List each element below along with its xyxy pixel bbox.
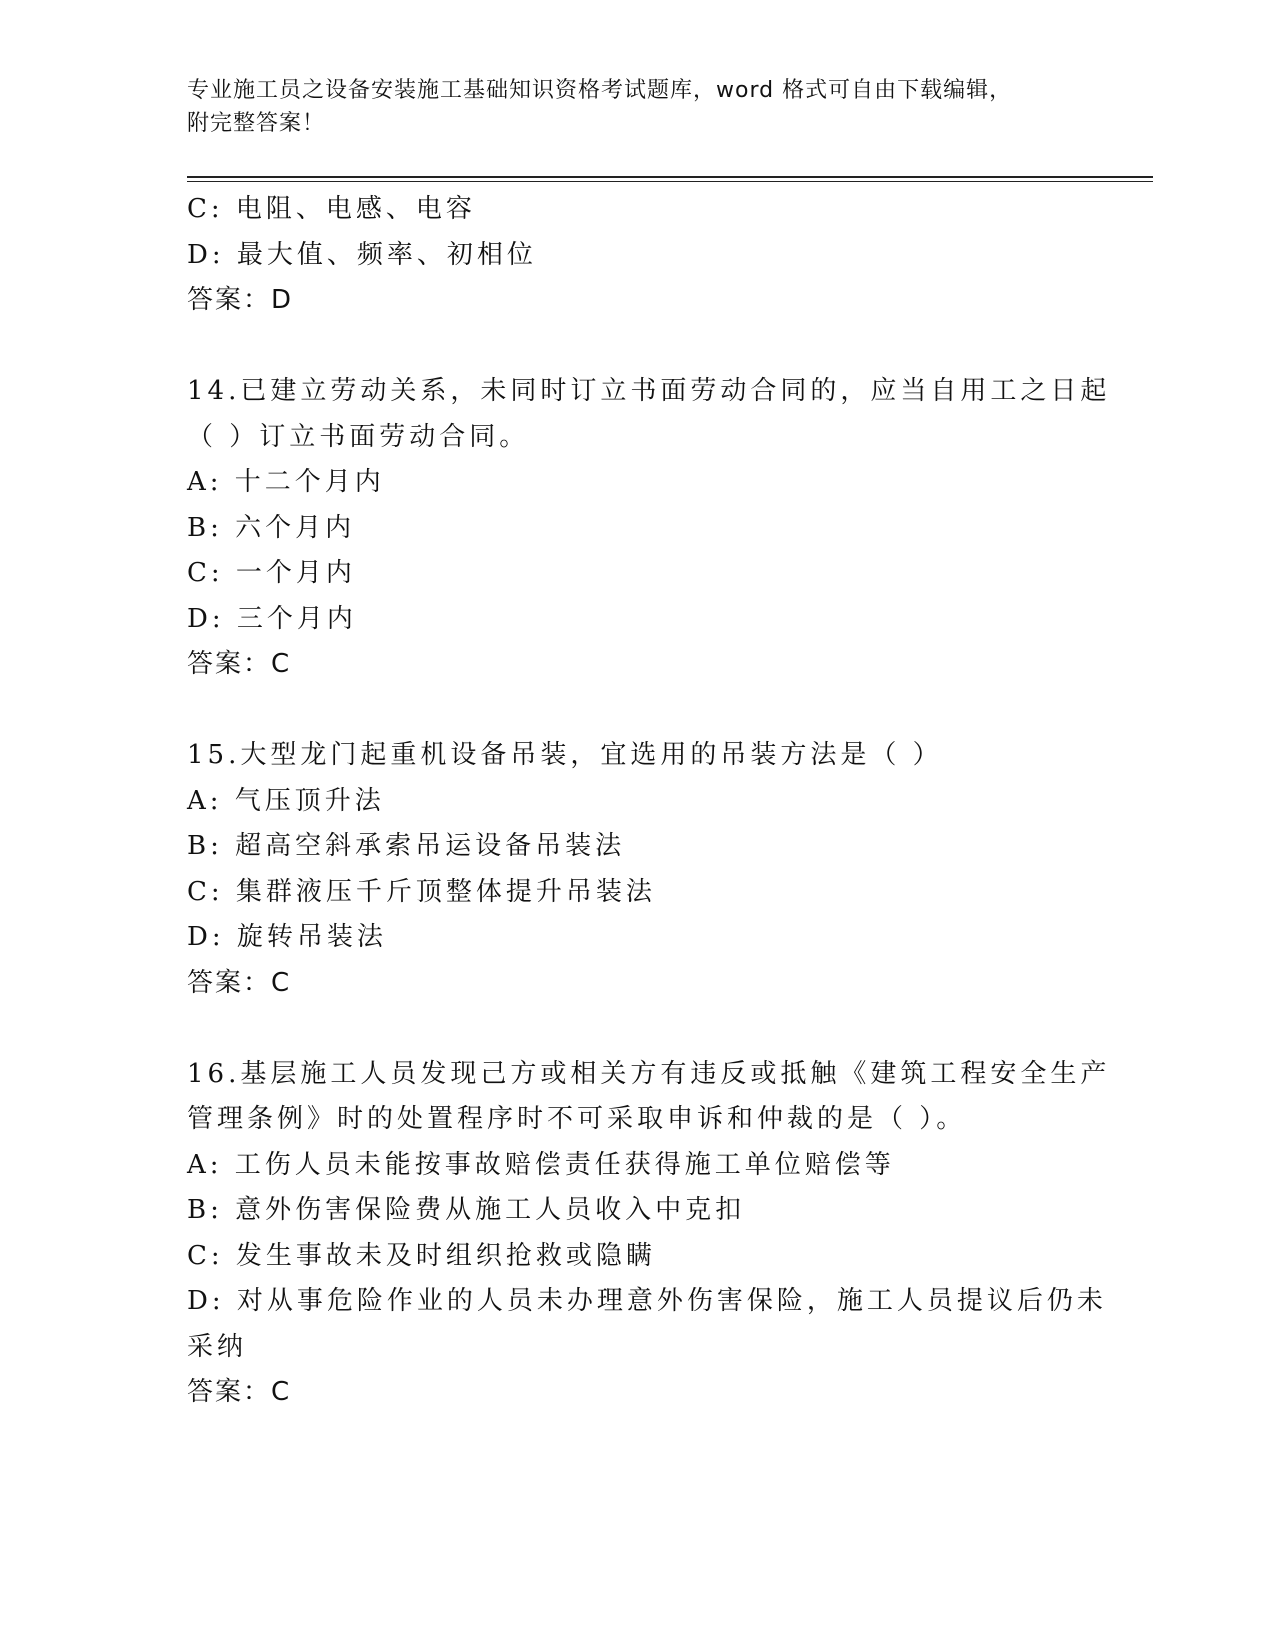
q14-stem-line-2: （ ）订立书面劳动合同。 [187, 421, 530, 452]
q16-option-b: B: 意外伤害保险费从施工人员收入中克扣 [187, 1195, 746, 1225]
q16-option-d-line-2: 采纳 [187, 1331, 248, 1362]
header-divider-thin [187, 181, 1153, 182]
q16-stem-line-2: 管理条例》时的处置程序时不可采取申诉和仲裁的是（ ）。 [187, 1104, 967, 1134]
header-title-line-1: 专业施工员之设备安装施工基础知识资格考试题库，word 格式可自由下载编辑， [187, 78, 1013, 103]
spacer [187, 324, 1087, 370]
spacer [187, 1006, 1087, 1052]
q14-option-d: D: 三个月内 [187, 603, 357, 634]
q15-option-d: D: 旋转吊装法 [187, 922, 387, 952]
q14-option-c: C: 一个月内 [187, 558, 356, 588]
header-divider-thick [187, 176, 1153, 178]
q15-answer: 答案：C [187, 967, 292, 998]
q15-stem-line-1: 15.大型龙门起重机设备吊装，宜选用的吊装方法是（ ） [187, 740, 943, 770]
question-15 [187, 733, 1087, 1006]
q16-option-c: C: 发生事故未及时组织抢救或隐瞒 [187, 1240, 656, 1271]
q16-stem-line-1: 16.基层施工人员发现己方或相关方有违反或抵触《建筑工程安全生产 [187, 1058, 1111, 1089]
spacer [187, 688, 1087, 734]
q13-option-c: C: 电阻、电感、电容 [187, 194, 476, 224]
q15-option-c: C: 集群液压千斤顶整体提升吊装法 [187, 876, 656, 907]
q15-option-a: A: 气压顶升法 [187, 785, 385, 816]
q16-option-a: A: 工伤人员未能按事故赔偿责任获得施工单位赔偿等 [187, 1149, 895, 1180]
q13-answer: 答案：D [187, 285, 294, 315]
document-header [187, 74, 1067, 140]
question-13-tail [187, 187, 1087, 324]
q13-option-d: D: 最大值、频率、初相位 [187, 239, 537, 270]
header-title-line-2: 附完整答案！ [187, 111, 326, 136]
question-14 [187, 369, 1111, 688]
q14-option-b: B: 六个月内 [187, 512, 356, 543]
question-16 [187, 1052, 1111, 1416]
q14-option-a: A: 十二个月内 [187, 467, 385, 497]
q14-stem-line-1: 14.已建立劳动关系，未同时订立书面劳动合同的，应当自用工之日起 [187, 376, 1111, 406]
question-list [187, 187, 1111, 1416]
q16-answer: 答案：C [187, 1377, 292, 1407]
q15-option-b: B: 超高空斜承索吊运设备吊装法 [187, 831, 626, 861]
q16-option-d-line-1: D: 对从事危险作业的人员未办理意外伤害保险，施工人员提议后仍未 [187, 1286, 1107, 1316]
q14-answer: 答案：C [187, 649, 292, 679]
